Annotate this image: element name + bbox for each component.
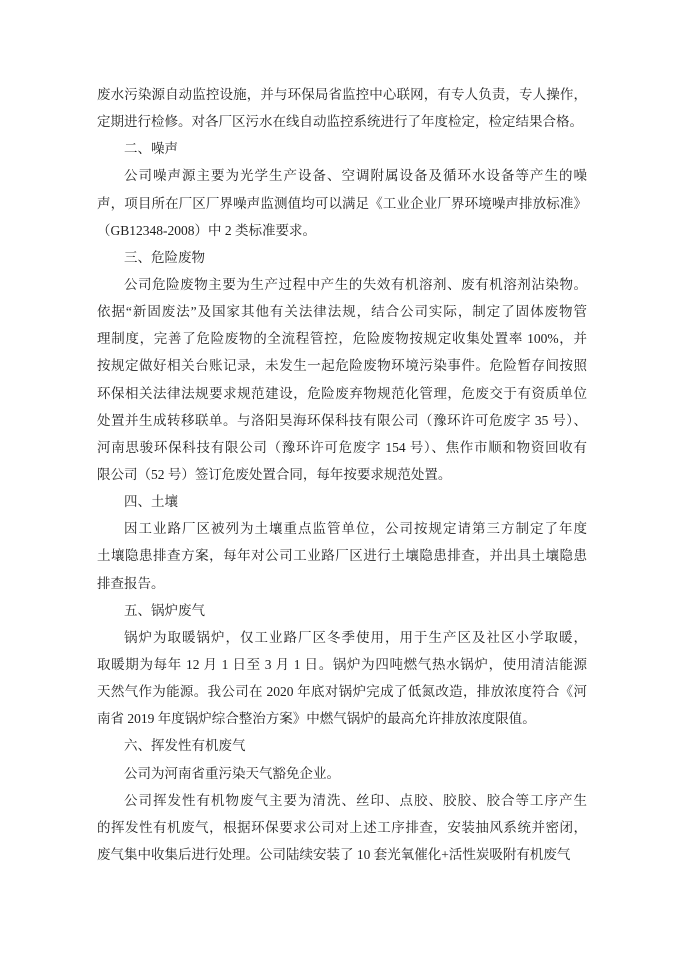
doc-line: 定期进行检修。对各厂区污水在线自动监控系统进行了年度检定，检定结果合格。	[97, 114, 583, 130]
doc-line: 河南思骏环保科技有限公司（豫环许可危废字 154 号）、焦作市顺和物资回收有	[97, 439, 587, 455]
doc-line: 取暖期为每年 12 月 1 日至 3 月 1 日。锅炉为四吨燃气热水锅炉，使用清洁能源	[97, 656, 587, 672]
heading-section-voc: 六、挥发性有机废气	[124, 738, 246, 754]
doc-line: 南省 2019 年度锅炉综合整治方案》中燃气锅炉的最高允许排放浓度限值。	[97, 711, 536, 727]
doc-line: 处置并生成转移联单。与洛阳昊海环保科技有限公司（豫环许可危废字 35 号）、	[97, 412, 587, 428]
doc-line: 锅炉为取暖锅炉，仅工业路厂区冬季使用，用于生产区及社区小学取暖，	[124, 629, 587, 645]
doc-line: 限公司（52 号）签订危废处置合同，每年按要求规范处置。	[97, 466, 452, 482]
doc-line: 公司为河南省重污染天气豁免企业。	[124, 765, 340, 781]
doc-line: 废气集中收集后进行处理。公司陆续安装了 10 套光氧催化+活性炭吸附有机废气	[97, 846, 571, 862]
doc-line: 因工业路厂区被列为土壤重点监管单位，公司按规定请第三方制定了年度	[124, 521, 587, 537]
heading-section-soil: 四、土壤	[124, 494, 178, 510]
doc-line: 按规定做好相关台账记录，未发生一起危险废物环境污染事件。危险暂存间按照	[97, 358, 587, 374]
doc-line: 理制度，完善了危险废物的全流程管控，危险废物按规定收集处置率 100%，并	[97, 331, 587, 347]
doc-line: 公司危险废物主要为生产过程中产生的失效有机溶剂、废有机溶剂沾染物。	[124, 276, 587, 292]
doc-line: 废水污染源自动监控设施，并与环保局省监控中心联网，有专人负责，专人操作，	[97, 87, 587, 102]
doc-line: 土壤隐患排查方案，每年对公司工业路厂区进行土壤隐患排查，并出具土壤隐患	[97, 548, 587, 564]
doc-line: （GB12348-2008）中 2 类标准要求。	[97, 222, 316, 238]
doc-line: 声，项目所在厂区厂界噪声监测值均可以满足《工业企业厂界环境噪声排放标准》	[97, 195, 587, 211]
page-text-block	[97, 81, 587, 868]
heading-section-noise: 二、噪声	[124, 141, 178, 157]
doc-line: 天然气作为能源。我公司在 2020 年底对锅炉完成了低氮改造，排放浓度符合《河	[97, 684, 587, 700]
doc-line: 公司噪声源主要为光学生产设备、空调附属设备及循环水设备等产生的噪	[124, 168, 587, 184]
heading-section-boiler-exhaust: 五、锅炉废气	[124, 602, 205, 618]
doc-line: 公司挥发性有机物废气主要为清洗、丝印、点胶、胶胶、胶合等工序产生	[124, 792, 587, 808]
heading-section-hazardous-waste: 三、危险废物	[124, 249, 205, 265]
doc-line: 环保相关法律法规要求规范建设，危险废弃物规范化管理，危废交于有资质单位	[97, 385, 587, 401]
doc-line: 依据“新固废法”及国家其他有关法律法规，结合公司实际，制定了固体废物管	[97, 304, 587, 320]
doc-line: 的挥发性有机废气，根据环保要求公司对上述工序排查，安装抽风系统并密闭，	[97, 819, 587, 835]
doc-line: 排查报告。	[97, 575, 165, 591]
